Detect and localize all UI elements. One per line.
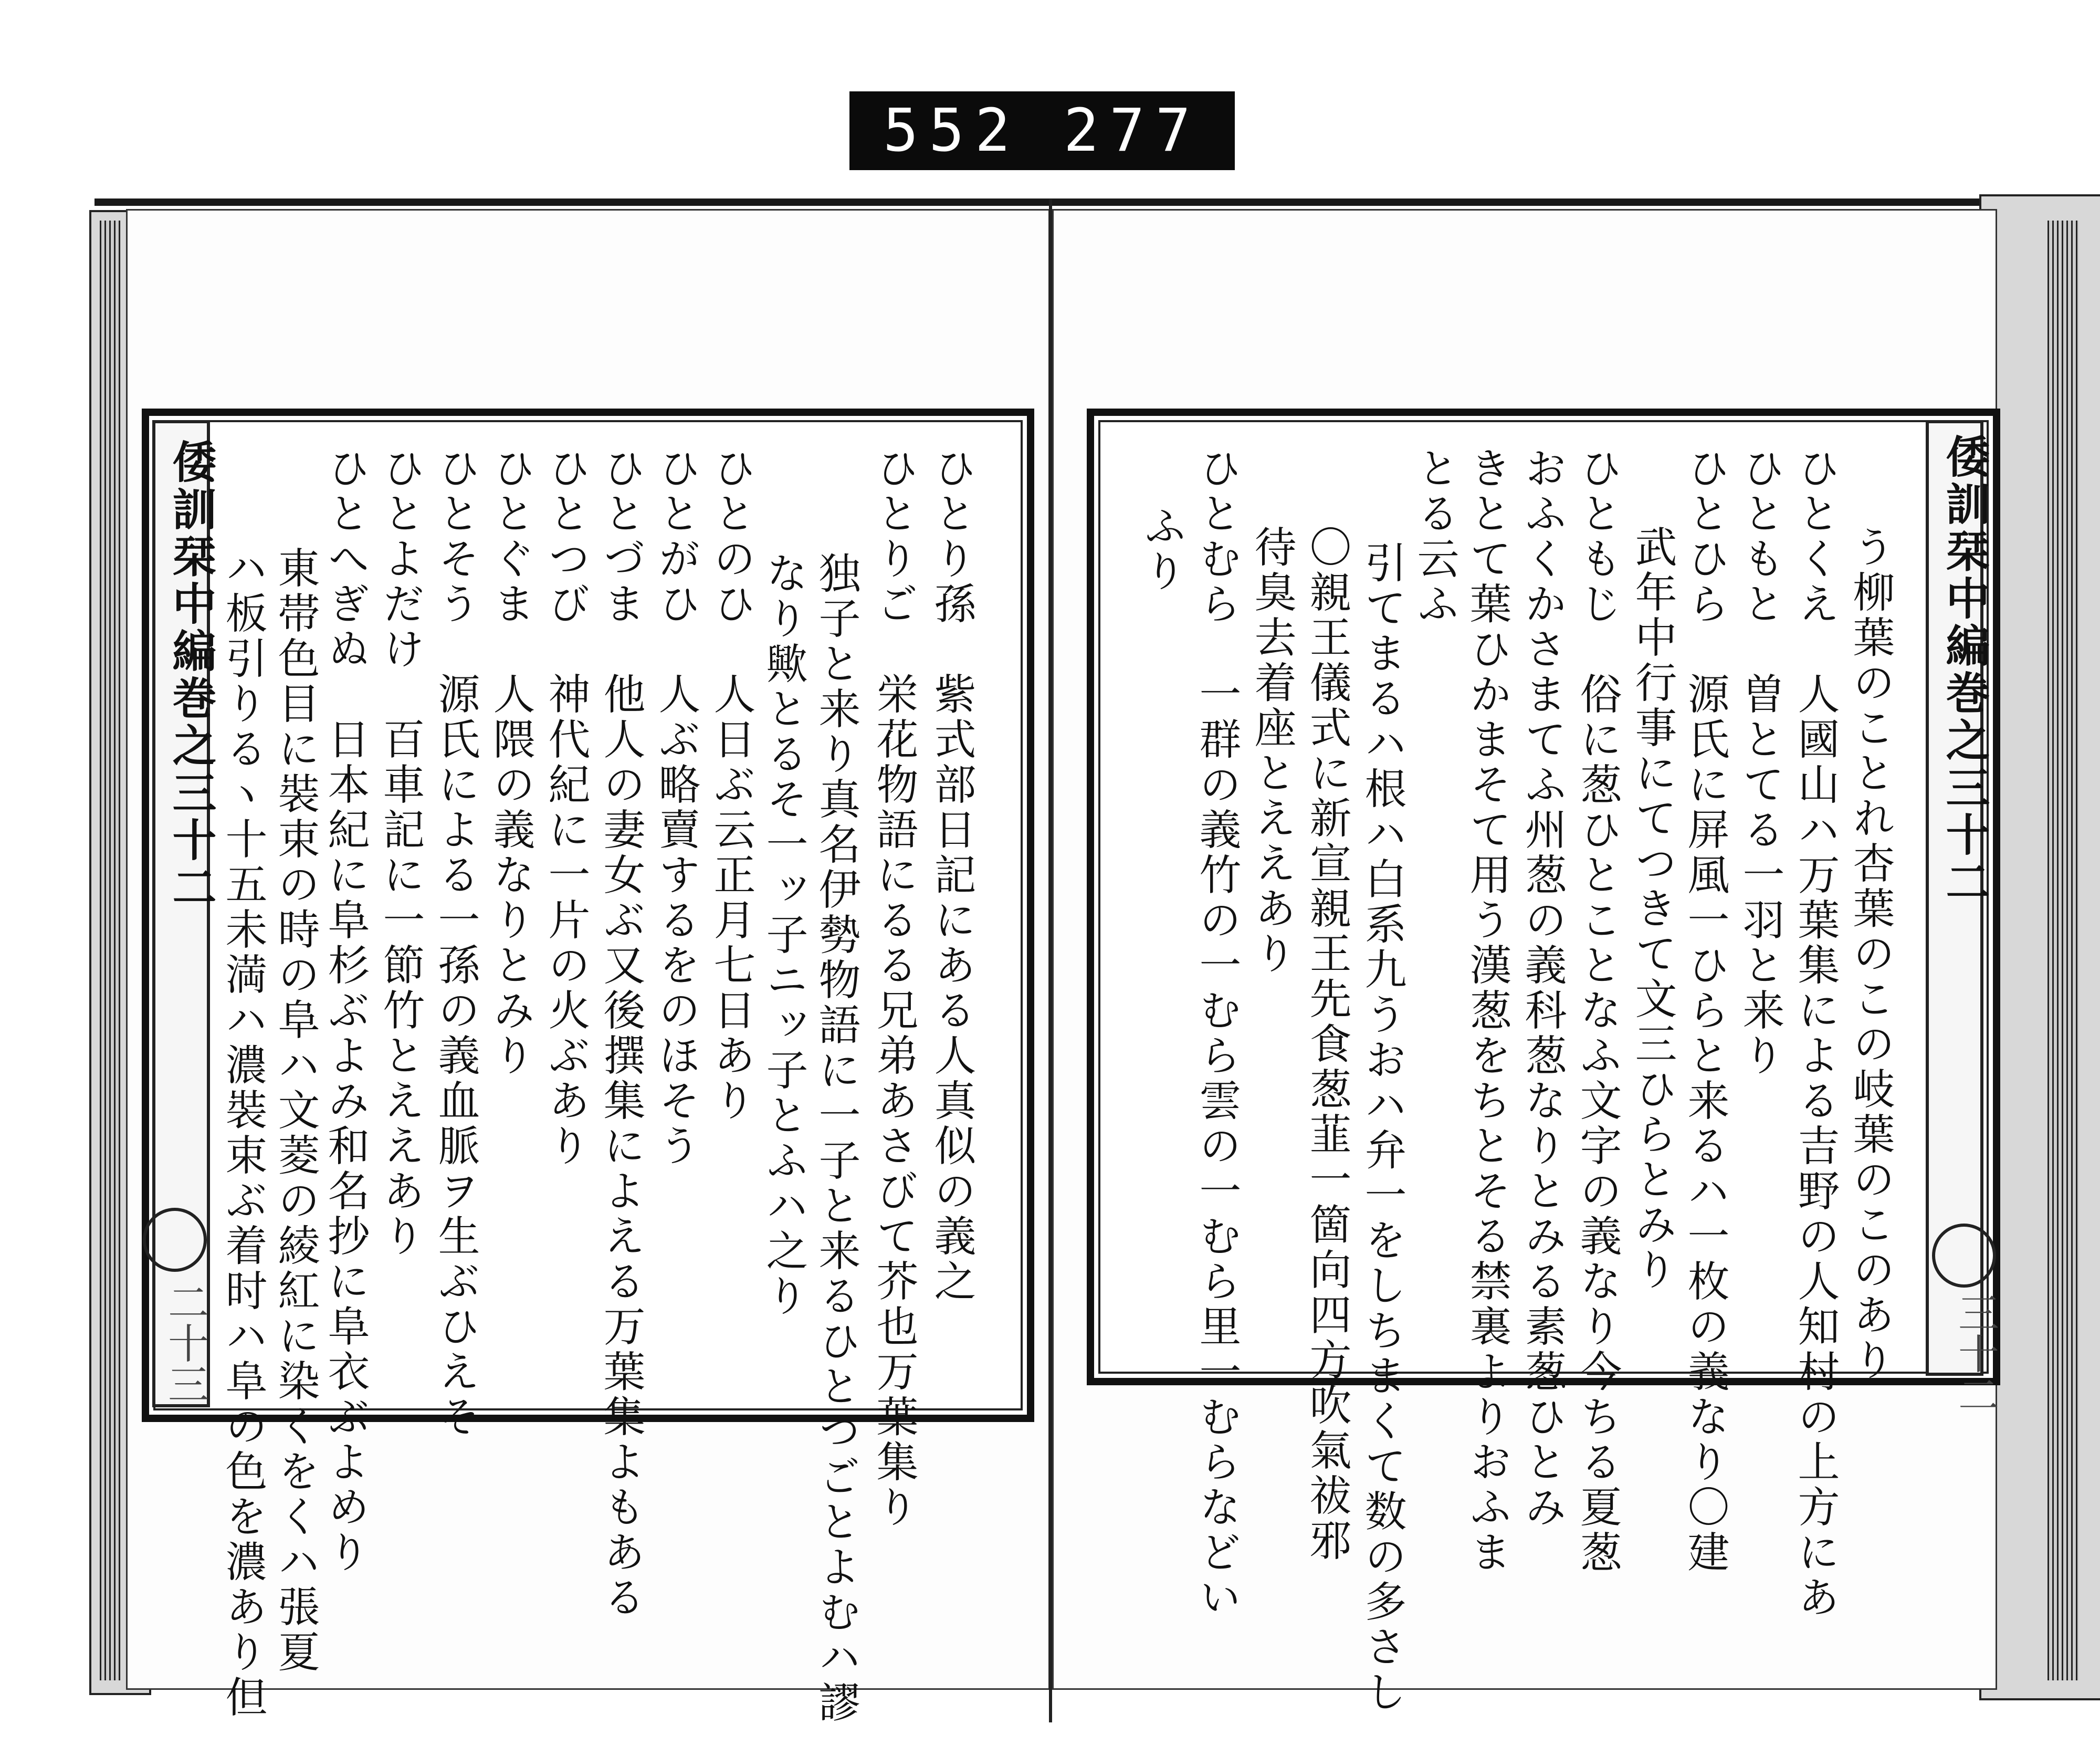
text-column: ひとがひ 人ぶ略賣するをのほそう: [652, 446, 700, 1169]
frame-number-left: 552: [883, 97, 1021, 165]
right-spine-title: 倭訓栞中編巻之三十二: [1939, 434, 1991, 906]
text-column: ひともじ 俗に葱ひとことなふ文字の義なり今ちる夏葱: [1573, 446, 1622, 1575]
text-column: きとて葉ひかまそて用う漢葱をちとそる禁裏よりおふま: [1463, 446, 1511, 1575]
text-column: ひとむら 一群の義竹の一むら雲の一むら里一むらなどい: [1192, 446, 1241, 1621]
text-column: おふくかさまてふ州葱の義科葱なりとみる素葱ひとみ: [1518, 446, 1567, 1530]
text-column: ひとひら 源氏に屏風一ひらと来るハ一枚の義なり〇建: [1681, 446, 1729, 1575]
left-folio-number: 二十三: [161, 1281, 208, 1404]
text-column: ハ板引りるヽ十五未満ハ濃裝束ぶ着时ハ阜の色を濃あり但: [218, 546, 267, 1720]
text-column: 武年中行事にてつきて文三ひらとみり: [1628, 525, 1677, 1293]
text-column: ひとのひ 人日ぶ云正月七日あり: [707, 446, 755, 1124]
microfilm-frame-number: [849, 91, 1235, 170]
text-column: う柳葉のことれ杏葉のこの岐葉のこのあり: [1846, 525, 1895, 1383]
frame-number-right: 277: [1063, 97, 1201, 165]
top-rule: [94, 198, 2100, 206]
text-column: ひとつび 神代紀に一片の火ぶあり: [541, 446, 590, 1169]
right-folio-mark: [1932, 1224, 1996, 1288]
text-column: なり歟とるそ一ッ子ニッ子とふハ之り: [759, 551, 808, 1319]
text-column: ひとそう 源氏による一孫の義血脈ヲ生ぶひえそ: [431, 446, 480, 1440]
text-column: とる云ふ: [1410, 446, 1459, 627]
book-gutter: [1049, 200, 1052, 1722]
text-column: ひとよだけ 百車記に一節竹とええあり: [376, 446, 425, 1259]
text-column: 〇親王儀式に新宣親王先食葱韮一箇向四方吹氣祓邪: [1303, 525, 1351, 1564]
left-spine-title: 倭訓栞中編巻之三十二: [165, 439, 217, 912]
right-folio-number: 三十二: [1951, 1292, 1999, 1415]
text-column: ひとくえ 人國山ハ万葉集による吉野の人知村の上方にあ: [1791, 446, 1840, 1621]
text-column: 引てまるハ根ハ白系九うおハ弁一をしちまくて数の多さし: [1358, 541, 1406, 1715]
text-column: ひとりご 栄花物語にるる兄弟あさびて芥也万葉集り: [869, 446, 918, 1530]
text-column: 独子と来り真名伊勢物語に一子と来るひとつごとよむハ謬: [812, 551, 860, 1726]
left-fore-edge: [100, 221, 121, 1680]
left-folio-mark: [143, 1208, 207, 1272]
text-column: ひとづま 他人の妻女ぶ又後撰集によえる万葉集よもある: [596, 446, 645, 1621]
text-column: ひともと 曽とてる一羽と来り: [1736, 446, 1784, 1079]
right-fore-edge: [2048, 221, 2079, 1680]
text-column: 東帯色目に裝束の時の阜ハ文菱の綾紅に染くをくハ張夏: [271, 546, 320, 1675]
text-column: ふり: [1137, 504, 1186, 594]
text-column: ひとり孫 紫式部日記にある人真似の義之: [927, 446, 976, 1304]
text-column: ひとへぎぬ 日本紀に阜杉ぶよみ和名抄に阜衣ぶよめり: [321, 446, 370, 1575]
text-column: ひとぐま 人隈の義なりとみり: [486, 446, 535, 1079]
text-column: 待臭去着座とええあり: [1247, 525, 1296, 977]
